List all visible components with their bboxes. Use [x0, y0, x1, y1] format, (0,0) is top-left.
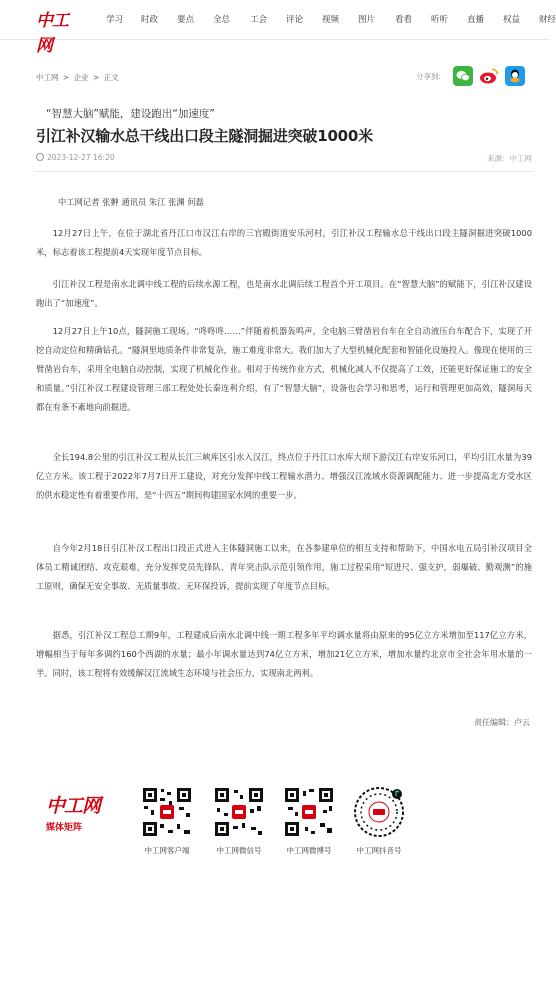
article-subtitle: “智慧大脑”赋能，建设跑出“加速度”: [46, 108, 215, 120]
nav-item-video[interactable]: 视频: [322, 15, 340, 25]
top-navigation: [0, 0, 556, 56]
nav-item-union[interactable]: 工会: [250, 15, 268, 25]
wechat-share-icon[interactable]: [453, 66, 473, 86]
breadcrumb-separator: >: [62, 73, 70, 82]
article-paragraph: 自今年2月18日引江补汉工程出口段正式进入主体隧洞施工以来，在各参建单位的相互支持和帮助下，中国水电五局引补汉项目全体员工精诚团结、攻克艰难，充分发挥党员先锋队、青年突击队示范引领作用，施工过程采用“短进尺、强支护，弱爆破、勤观测”的施工原则，确保无安全事故、无质量事故、无环保投诉，提前实现了年度节点目标。: [36, 543, 532, 591]
share-label: 分享到:: [416, 72, 442, 81]
media-matrix-logo: [46, 791, 102, 841]
site-logo[interactable]: 中工网: [36, 11, 68, 56]
article-paragraph: 12月27日上午，在位于湖北省丹江口市汉江右岸的三官殿街道安乐河村，引江补汉工程输水总干线出口段主隧洞掘进突破1000米，标志着该工程提前4天实现年度节点目标。: [36, 228, 532, 257]
article-paragraph: 引江补汉工程是南水北调中线工程的后续水源工程，也是南水北调后续工程首个开工项目。在“智慧大脑”的赋能下，引江补汉建设跑出了“加速度”。: [36, 279, 532, 308]
nav-item-acftu[interactable]: 全总: [213, 15, 231, 25]
nav-item-finance[interactable]: 财经: [539, 15, 556, 25]
article-datetime: [36, 153, 115, 162]
breadcrumb: [36, 72, 121, 83]
nav-item-listen[interactable]: 听听: [431, 15, 449, 25]
douyin-code-icon[interactable]: [353, 786, 405, 838]
responsible-editor: 责任编辑：卢云: [474, 718, 530, 727]
breadcrumb-home[interactable]: 中工网: [36, 73, 59, 82]
qr-label-douyin: 中工网抖音号: [356, 846, 402, 855]
header-divider: [36, 171, 532, 172]
clock-icon: [36, 153, 44, 161]
media-matrix-logo-text: 中工网: [46, 795, 101, 817]
article-title: 引江补汉输水总干线出口段主隧洞掘进突破1000米: [36, 127, 373, 145]
nav-item-pictures[interactable]: 图片: [358, 15, 376, 25]
breadcrumb-separator: >: [92, 73, 100, 82]
article-datetime-text: 2023-12-27 16:20: [47, 153, 115, 162]
nav-item-politics[interactable]: 时政: [141, 15, 159, 25]
nav-item-watch[interactable]: 看看: [395, 15, 413, 25]
nav-item-rights[interactable]: 权益: [503, 15, 521, 25]
article-source: 来源：中工网: [487, 154, 532, 163]
nav-item-key-points[interactable]: 要点: [177, 15, 195, 25]
qq-share-icon[interactable]: [505, 66, 525, 86]
article-paragraph: 据悉，引江补汉工程总工期9年，工程建成后南水北调中线一期工程多年平均调水量将由原来的95亿立方米增加至117亿立方米，增幅相当于每年多调约160个西湖的水量；最小年调水量达到74亿立方米，增加21亿立方米，增加水量约北京市全社会年用水量的一半。同时，该工程将有效缓解汉江流域生态环境与社会压力，实现南北两利。: [36, 630, 532, 678]
breadcrumb-enterprise[interactable]: 企业: [73, 73, 89, 82]
qr-code-client-icon[interactable]: [141, 786, 193, 838]
qr-label-wechat: 中工网微信号: [216, 846, 262, 855]
breadcrumb-current: 正文: [103, 73, 119, 82]
article-paragraph: 全长194.8公里的引江补汉工程从长江三峡库区引水入汉江，终点位于丹江口水库大坝下游汉江右岸安乐河口，平均引江水量为39亿立方米。该工程于2022年7月7日开工建设，对充分发挥中线工程输水潜力、增强汉江流域水资源调配能力、进一步提高北方受水区的供水稳定性有着重要作用，是“十四五”期间构建国家水网的重要一步。: [36, 452, 532, 500]
qr-label-weibo: 中工网微博号: [286, 846, 332, 855]
qr-label-client: 中工网客户端: [144, 846, 190, 855]
nav-item-live[interactable]: 直播: [467, 15, 485, 25]
qr-code-weibo-icon[interactable]: [283, 786, 335, 838]
media-matrix-subtitle: 媒体矩阵: [46, 823, 83, 833]
nav-item-comment[interactable]: 评论: [286, 15, 304, 25]
article-reporter: 中工网记者 张翀 通讯员 朱江 张渊 何磊: [58, 197, 204, 207]
qr-code-wechat-icon[interactable]: [213, 786, 265, 838]
article-paragraph: 12月27日上午10点，隧洞施工现场。“咚咚咚……”伴随着机器轰鸣声，全电脑三臂凿岩台车在全自动液压台车配合下，实现了开挖自动定位和精确钻孔。“隧洞里地质条件非常复杂，施工难度非常大。我们加大了大型机械化配套和智能化设施投入。像现在使用的三臂凿岩台车，采用全电脑自动控制，实现了机械化作业。相对于传统作业方式，机械化减人不仅提高了工效，还能更好保证施工的安全和质量。”引江补汉工程建设管理三部工程处处长秦连利介绍，有了“智慧大脑”，设备也会学习和思考，运行和管理更加高效，隧洞每天都在有条不紊地向前掘进。: [36, 326, 532, 412]
weibo-share-icon[interactable]: [479, 66, 499, 86]
nav-item-study[interactable]: 学习: [106, 15, 124, 25]
